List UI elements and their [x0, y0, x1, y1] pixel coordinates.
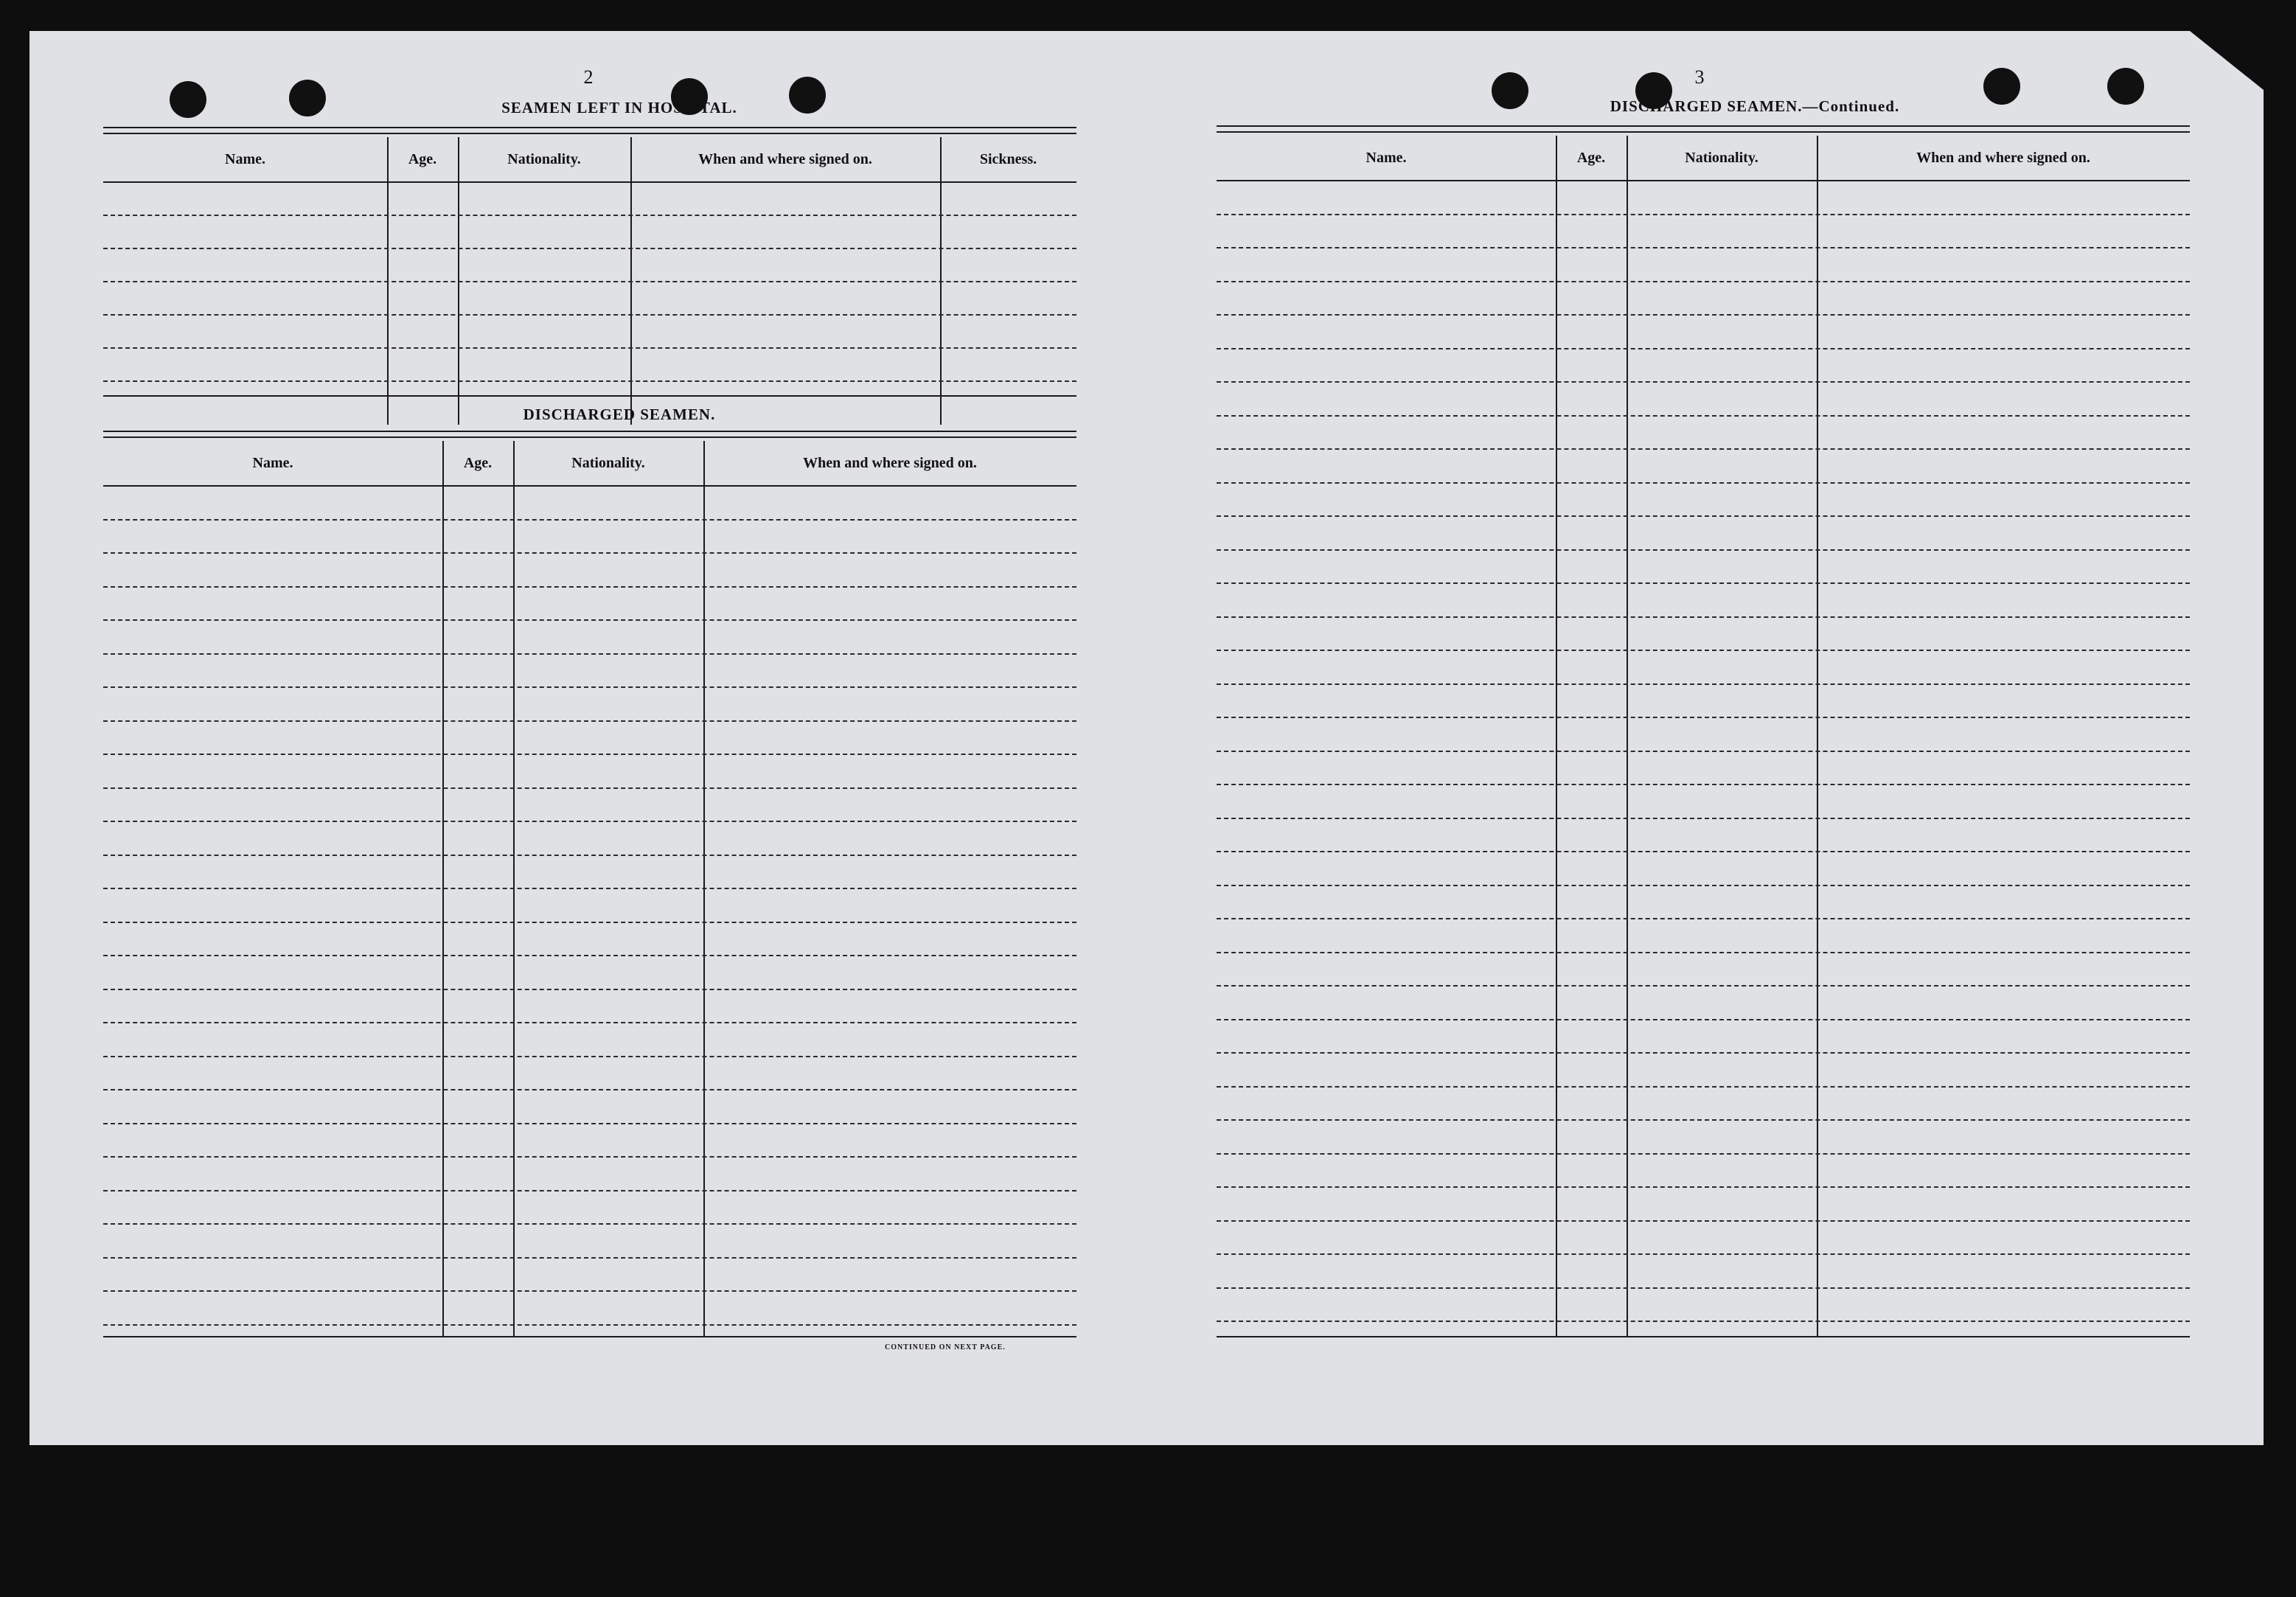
- table-row: [1217, 616, 2190, 618]
- column-divider: [1556, 136, 1557, 1336]
- discharged-table-right: [1217, 136, 2190, 1336]
- table-row: [103, 347, 1076, 349]
- table-row: [1217, 918, 2190, 919]
- table-row: [103, 1056, 1076, 1057]
- table-row: [103, 720, 1076, 722]
- hospital-section-title: SEAMEN LEFT IN HOSPITAL.: [501, 99, 737, 116]
- table-row: [103, 955, 1076, 956]
- table-row: [103, 1290, 1076, 1292]
- table-row: [103, 1156, 1076, 1158]
- discharged-bottom-rule-left: [103, 1336, 1076, 1337]
- table-row: [1217, 985, 2190, 987]
- table-row: [1217, 348, 2190, 349]
- column-header: Name.: [252, 454, 293, 471]
- hospital-table: [103, 137, 1076, 425]
- punch-hole: [289, 80, 326, 116]
- document-sheet: [29, 31, 2264, 1445]
- table-row: [1217, 1086, 2190, 1088]
- table-row: [1217, 1287, 2190, 1289]
- column-header: Sickness.: [979, 150, 1037, 167]
- column-header: Nationality.: [571, 454, 645, 471]
- table-row: [103, 1123, 1076, 1124]
- table-row: [1217, 582, 2190, 584]
- column-header: When and where signed on.: [1916, 149, 2090, 166]
- table-row: [1217, 650, 2190, 651]
- punch-hole: [170, 81, 206, 118]
- table-row: [103, 1089, 1076, 1090]
- torn-corner: [2190, 31, 2264, 90]
- column-header: Age.: [463, 454, 493, 471]
- column-divider: [1817, 136, 1818, 1336]
- discharged-top-rule: [103, 431, 1076, 438]
- right-bottom-rule: [1217, 1336, 2190, 1337]
- table-row: [103, 248, 1076, 249]
- discharged-table-left: [103, 441, 1076, 1336]
- page-number-left: 2: [583, 66, 594, 88]
- table-row: [103, 1190, 1076, 1191]
- hospital-bottom-rule: [103, 395, 1076, 397]
- table-row: [103, 519, 1076, 521]
- table-row: [103, 1257, 1076, 1259]
- table-row: [103, 1022, 1076, 1023]
- table-row: [103, 380, 1076, 382]
- table-row: [103, 1324, 1076, 1326]
- table-row: [1217, 1119, 2190, 1121]
- table-row: [103, 754, 1076, 755]
- table-row: [1217, 549, 2190, 551]
- right-top-rule: [1217, 125, 2190, 133]
- table-row: [1217, 214, 2190, 215]
- table-row: [103, 619, 1076, 621]
- hospital-top-rule: [103, 127, 1076, 134]
- table-row: [103, 855, 1076, 856]
- table-row: [1217, 281, 2190, 282]
- table-row: [1217, 1052, 2190, 1054]
- table-row: [1217, 717, 2190, 718]
- table-row: [1217, 851, 2190, 852]
- table-row: [103, 586, 1076, 588]
- table-row: [1217, 381, 2190, 383]
- table-row: [103, 314, 1076, 316]
- discharged-continued-title: [1460, 97, 2050, 116]
- table-row: [103, 215, 1076, 216]
- column-header: Name.: [1366, 149, 1407, 166]
- column-header: Age.: [1576, 149, 1606, 166]
- continued-suffix: —Continued.: [1802, 97, 1900, 115]
- table-row: [1217, 415, 2190, 417]
- table-row: [103, 1223, 1076, 1225]
- table-row: [1217, 515, 2190, 517]
- table-row: [1217, 448, 2190, 450]
- table-row: [103, 989, 1076, 990]
- table-row: [1217, 1186, 2190, 1188]
- table-row: [1217, 1153, 2190, 1155]
- table-row: [1217, 818, 2190, 819]
- table-row: [1217, 1253, 2190, 1255]
- column-header: Name.: [225, 150, 265, 167]
- table-row: [1217, 885, 2190, 886]
- table-row: [103, 281, 1076, 282]
- table-row: [1217, 1321, 2190, 1322]
- column-header: When and where signed on.: [803, 454, 977, 471]
- table-row: [103, 653, 1076, 655]
- table-row: [103, 821, 1076, 822]
- table-row: [1217, 683, 2190, 685]
- table-row: [1217, 751, 2190, 752]
- continued-footnote: CONTINUED ON NEXT PAGE.: [885, 1343, 1006, 1351]
- discharged-continued-title-main: DISCHARGED SEAMEN.: [1610, 97, 1803, 115]
- column-header: Nationality.: [1685, 149, 1758, 166]
- column-header: When and where signed on.: [698, 150, 872, 167]
- column-header: Age.: [408, 150, 437, 167]
- table-row: [1217, 482, 2190, 484]
- table-row: [103, 787, 1076, 789]
- page-number-right: 3: [1694, 66, 1705, 88]
- table-row: [1217, 1019, 2190, 1020]
- discharged-section-title: DISCHARGED SEAMEN.: [523, 406, 716, 423]
- column-divider: [1627, 136, 1628, 1336]
- table-row: [1217, 784, 2190, 785]
- table-row: [103, 922, 1076, 923]
- column-header: Nationality.: [507, 150, 581, 167]
- table-row: [1217, 952, 2190, 953]
- table-row: [103, 686, 1076, 688]
- punch-hole: [2107, 68, 2144, 105]
- table-row: [103, 888, 1076, 889]
- table-row: [1217, 1220, 2190, 1222]
- table-row: [1217, 314, 2190, 316]
- table-row: [103, 552, 1076, 554]
- table-row: [1217, 247, 2190, 248]
